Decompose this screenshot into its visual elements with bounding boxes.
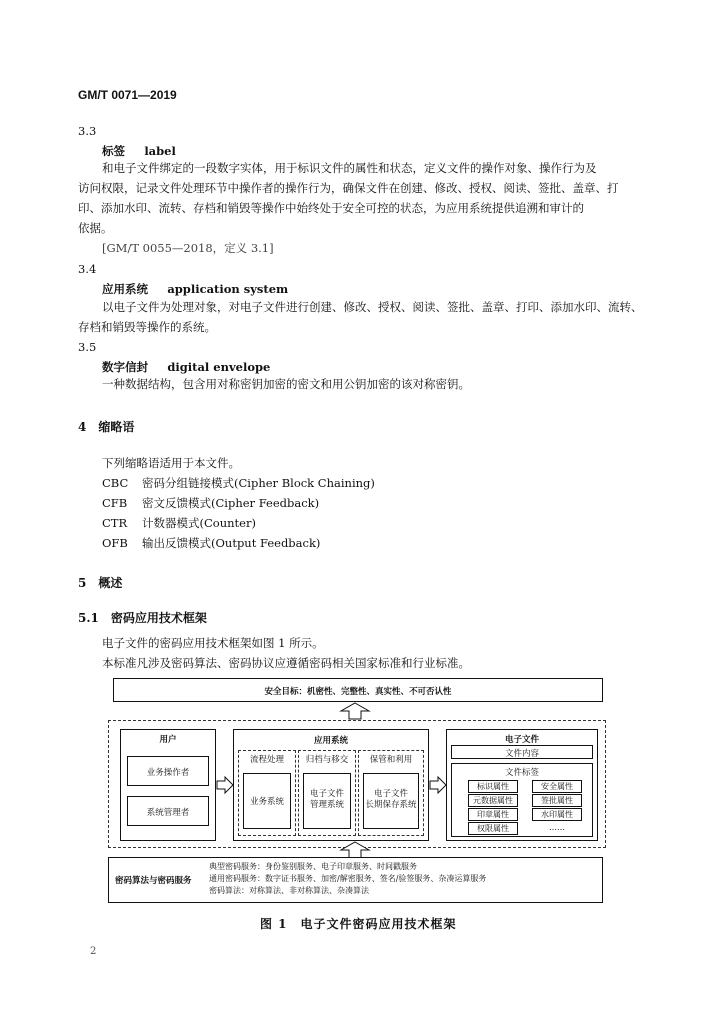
file-label-title: 文件标签	[504, 768, 539, 778]
clause-number-3-5: 3.5	[78, 340, 97, 354]
label-attr-cell: 水印属性	[532, 808, 582, 821]
box-label: 电子文件 管理系统	[309, 789, 344, 810]
clause-number-3-4: 3.4	[78, 262, 97, 276]
paragraph: 电子文件的密码应用技术框架如图 1 所示。	[102, 636, 324, 650]
definition-line: 一种数据结构，包含用对称密钥加密的密文和用公钥加密的该对称密钥。	[102, 377, 470, 391]
label-attr-cell: 安全属性	[532, 780, 582, 793]
abbreviation-intro: 下列缩略语适用于本文件。	[102, 456, 240, 470]
column-label: 流程处理	[249, 755, 284, 765]
electronic-file-box	[446, 729, 598, 841]
app-column-process	[238, 750, 296, 836]
user-box	[120, 729, 216, 841]
box-label: 电子文件 长期保存系统	[365, 789, 417, 810]
page-number: 2	[90, 946, 97, 957]
abbr-full: 密码分组链接模式(Cipher Block Chaining)	[142, 476, 375, 490]
business-system-box	[243, 773, 291, 829]
file-content-label: 文件内容	[504, 749, 539, 759]
column-label: 保管和利用	[369, 755, 413, 765]
figure-caption: 图 1 电子文件密码应用技术框架	[260, 917, 457, 931]
abbr-full: 计数器模式(Counter)	[142, 516, 256, 530]
crypto-service-line: 密码算法：对称算法、非对称算法、杂凑算法	[209, 886, 369, 895]
term-digital-envelope	[102, 359, 270, 375]
app-column-preserve	[358, 750, 424, 836]
term-application-system	[102, 281, 288, 297]
abbr-full: 密文反馈模式(Cipher Feedback)	[142, 496, 320, 510]
file-content-box	[451, 745, 593, 759]
label-attr-cell: 签批属性	[532, 794, 582, 807]
right-arrow-icon	[429, 776, 447, 794]
definition-line: 以电子文件为处理对象，对电子文件进行创建、修改、授权、阅读、签批、盖章、打印、添加水印、流转、	[102, 300, 643, 314]
abbr: CTR	[102, 516, 128, 530]
term-en: digital envelope	[167, 360, 271, 374]
crypto-service-line: 典型密码服务：身份鉴别服务、电子印章服务、时间戳服务	[209, 862, 417, 871]
security-goal-box	[113, 678, 603, 702]
app-column-archive	[298, 750, 356, 836]
abbr: CBC	[102, 476, 129, 490]
crypto-services-box	[108, 857, 603, 903]
file-management-system-box	[303, 773, 351, 829]
long-term-preservation-box	[363, 773, 419, 829]
user-item-admin	[127, 796, 209, 826]
standard-code: GM/T 0071—2019	[78, 88, 177, 102]
term-zh: 标签	[102, 144, 125, 158]
application-system-box	[233, 729, 429, 841]
crypto-title: 密码算法与密码服务	[115, 876, 192, 886]
e-file-title: 电子文件	[504, 735, 539, 745]
clause-number-3-3: 3.3	[78, 124, 97, 138]
abbreviation-row	[102, 513, 256, 533]
definition-line: 印、添加水印、流转、存档和销毁等操作中始终处于安全可控的状态，为应用系统提供追溯和审计的	[78, 201, 584, 215]
section-heading-5: 5 概述	[78, 576, 123, 590]
right-arrow-icon	[216, 776, 234, 794]
user-item-label: 系统管理者	[146, 808, 190, 818]
section-heading-4: 4 缩略语	[78, 420, 135, 434]
label-attr-cell: 印章属性	[468, 808, 518, 821]
app-system-title: 应用系统	[313, 736, 348, 746]
abbr-full: 输出反馈模式(Output Feedback)	[142, 536, 321, 550]
security-goal-text: 安全目标：机密性、完整性、真实性、不可否认性	[264, 687, 452, 697]
term-zh: 数字信封	[102, 360, 148, 374]
term-label	[102, 143, 176, 159]
source-reference: [GM/T 0055—2018，定义 3.1]	[102, 241, 274, 255]
label-attr-ellipsis: ……	[549, 823, 565, 832]
abbreviation-row	[102, 533, 320, 553]
term-en: application system	[167, 282, 289, 296]
crypto-service-line: 通用密码服务：数字证书服务、加密/解密服务、签名/验签服务、杂凑运算服务	[209, 874, 487, 883]
term-en: label	[144, 144, 176, 158]
abbr: OFB	[102, 536, 128, 550]
user-title: 用户	[159, 735, 177, 745]
section-heading-5-1: 5.1 密码应用技术框架	[78, 611, 207, 625]
abbr: CFB	[102, 496, 128, 510]
label-attr-cell: 元数据属性	[468, 794, 518, 807]
definition-line: 存档和销毁等操作的系统。	[78, 320, 216, 334]
file-label-box	[451, 763, 593, 837]
abbreviation-row	[102, 473, 375, 493]
paragraph: 本标准凡涉及密码算法、密码协议应遵循密码相关国家标准和行业标准。	[102, 656, 470, 670]
definition-line: 依据。	[78, 221, 113, 235]
term-zh: 应用系统	[102, 282, 148, 296]
user-item-operator	[127, 756, 209, 786]
column-label: 归档与移交	[305, 755, 349, 765]
label-attr-cell: 权限属性	[468, 822, 518, 835]
box-label: 业务系统	[249, 797, 284, 807]
definition-line: 访问权限，记录文件处理环节中操作者的操作行为，确保文件在创建、修改、授权、阅读、签批、盖章、打	[78, 181, 619, 195]
abbreviation-row	[102, 493, 319, 513]
user-item-label: 业务操作者	[146, 768, 190, 778]
up-arrow-icon	[338, 702, 372, 720]
definition-line: 和电子文件绑定的一段数字实体，用于标识文件的属性和状态，定义文件的操作对象、操作行为及	[102, 161, 597, 175]
label-attr-cell: 标识属性	[468, 780, 518, 793]
